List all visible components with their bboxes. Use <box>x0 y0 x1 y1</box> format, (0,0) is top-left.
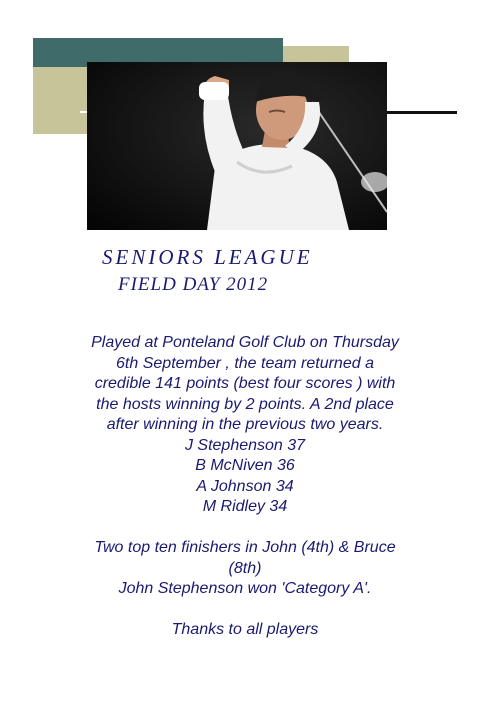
body-line: (8th) <box>228 559 262 577</box>
golfer-illustration <box>87 62 387 230</box>
score-line: B McNiven 36 <box>195 457 295 474</box>
thanks-line: Thanks to all players <box>171 621 319 638</box>
body-line: the hosts winning by 2 points. A 2nd place <box>96 395 394 413</box>
body-line: after winning in the previous two years. <box>106 416 384 433</box>
score-line: M Ridley 34 <box>202 498 288 515</box>
body-line: 6th September , the team returned a <box>116 354 374 372</box>
body-line: Two top ten finishers in John (4th) & Bruce <box>94 539 396 556</box>
heading-seniors-league: SENIORS LEAGUE <box>102 245 313 269</box>
body-line: Played at Ponteland Golf Club on Thursday <box>91 334 399 351</box>
heading-field-day: FIELD DAY 2012 <box>118 274 269 295</box>
decorative-khaki-block-left <box>33 67 87 134</box>
decorative-rule-right <box>387 111 457 114</box>
report-body <box>60 333 430 641</box>
golfer-photo <box>87 62 387 230</box>
score-line: J Stephenson 37 <box>184 436 306 454</box>
body-line: credible 141 points (best four scores ) with <box>94 375 396 392</box>
body-line: John Stephenson won 'Category A'. <box>118 580 372 597</box>
blank-line <box>60 518 430 539</box>
blank-line <box>60 600 430 621</box>
score-line: A Johnson 34 <box>196 477 294 495</box>
